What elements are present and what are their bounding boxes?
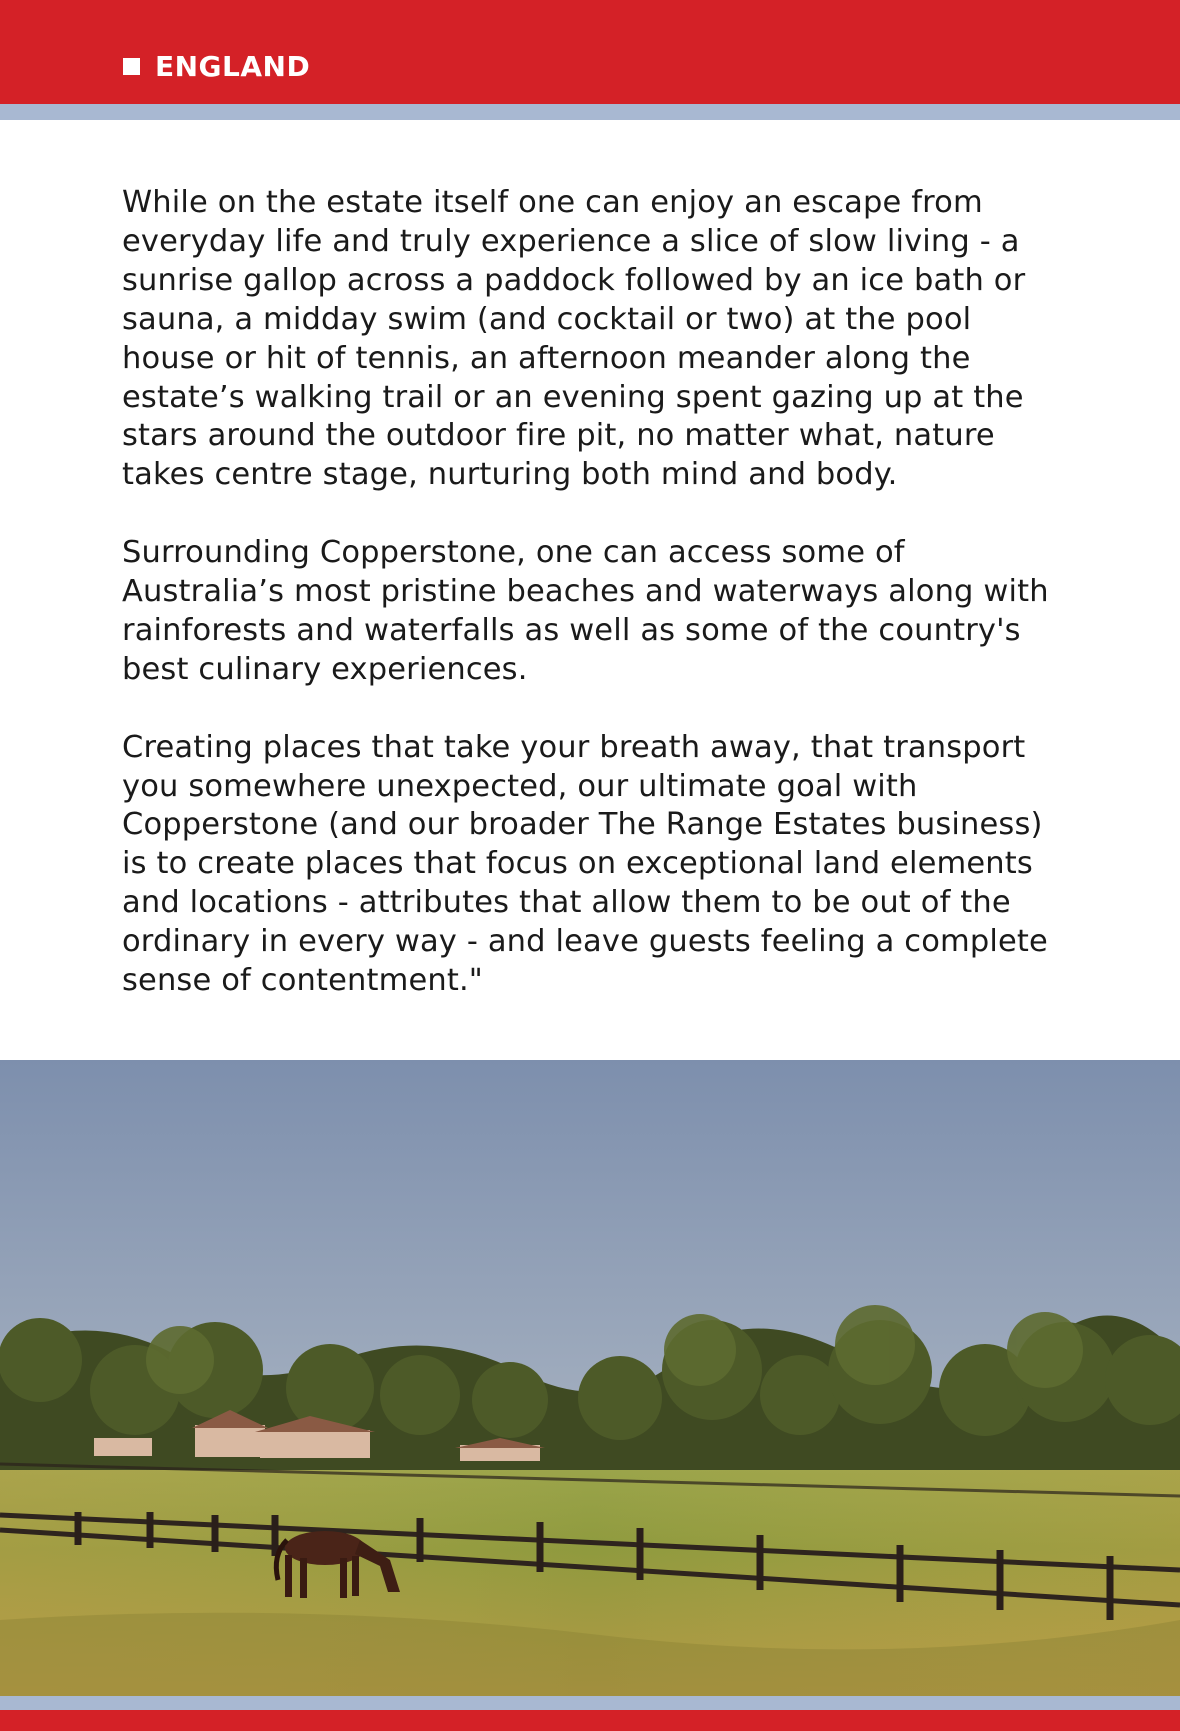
article-paragraph: Creating places that take your breath away, that transport you somewhere unexpected, our ultimate goal with Copperstone (and our broader The Range Estates business) is to create places that focus on exceptional land elements and locations - attributes that allow them to be out of the ordinary in every way - and leave guests feeling a complete sense of contentment." [122,729,1048,999]
header-stripe [0,104,1180,120]
footer-stripe [0,1696,1180,1710]
estate-landscape-photo [0,1060,1180,1696]
article-paragraph: While on the estate itself one can enjoy an escape from everyday life and truly experience a slice of slow living - a sunrise gallop across a paddock followed by an ice bath or sauna, a midday swim (and cocktail or two) at the pool house or hit of tennis, an afternoon meander along the estate’s walking trail or an evening spent gazing up at the stars around the outdoor fire pit, no matter what, nature takes centre stage, nurturing both mind and body. [122,185,1026,493]
section-label-text: ENGLAND [155,49,311,83]
article-body [122,184,1082,1040]
footer-band [0,1710,1180,1731]
square-bullet-icon [123,58,140,75]
header-band [0,0,1180,104]
section-label [123,46,310,86]
article-paragraph: Surrounding Copperstone, one can access some of Australia’s most pristine beaches and waterways along with rainforests and waterfalls as well as some of the country's best culinary experiences. [122,535,1049,687]
